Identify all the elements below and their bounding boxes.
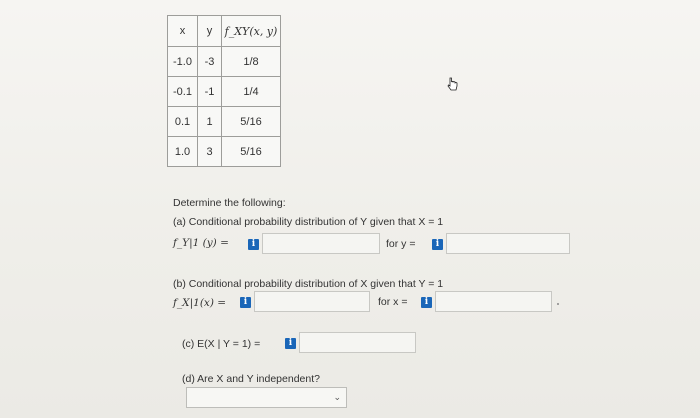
pointer-cursor-icon bbox=[446, 77, 460, 91]
table-cell: -0.1 bbox=[168, 77, 198, 107]
table-header-y: y bbox=[198, 16, 222, 47]
table-row bbox=[168, 107, 281, 137]
part-a-label: (a) Conditional probability distribution of Y given that X = 1 bbox=[173, 216, 444, 228]
table-row bbox=[168, 47, 281, 77]
table-cell: 5/16 bbox=[222, 107, 281, 137]
table-cell: 3 bbox=[198, 137, 222, 167]
table-row bbox=[168, 137, 281, 167]
part-a-for-label: for y = bbox=[386, 238, 416, 250]
table-cell: 1.0 bbox=[168, 137, 198, 167]
period-dot bbox=[557, 303, 559, 305]
info-icon[interactable]: i bbox=[240, 297, 251, 308]
table-cell: 0.1 bbox=[168, 107, 198, 137]
table-cell: 1 bbox=[198, 107, 222, 137]
table-header-fxy: f_XY(x, y) bbox=[222, 16, 281, 47]
table-cell: 1/4 bbox=[222, 77, 281, 107]
instruction-text: Determine the following: bbox=[173, 197, 286, 209]
info-icon[interactable]: i bbox=[248, 239, 259, 250]
part-a-distribution-input[interactable] bbox=[262, 233, 380, 254]
table-header-x: x bbox=[168, 16, 198, 47]
part-d-label: (d) Are X and Y independent? bbox=[182, 373, 320, 385]
table-cell: -1.0 bbox=[168, 47, 198, 77]
part-a-lhs: f_Y|1 (y) = bbox=[173, 237, 229, 249]
part-c-expectation-input[interactable] bbox=[299, 332, 416, 353]
table-row bbox=[168, 77, 281, 107]
part-b-label: (b) Conditional probability distribution of X given that Y = 1 bbox=[173, 278, 444, 290]
part-b-lhs: f_X|1(x) = bbox=[173, 297, 227, 309]
joint-probability-table bbox=[167, 15, 281, 167]
part-b-for-label: for x = bbox=[378, 296, 408, 308]
part-b-distribution-input[interactable] bbox=[254, 291, 370, 312]
part-d-independence-select[interactable] bbox=[186, 387, 347, 408]
part-c-label: (c) E(X | Y = 1) = bbox=[182, 338, 261, 350]
part-a-y-input[interactable] bbox=[446, 233, 570, 254]
table-cell: 1/8 bbox=[222, 47, 281, 77]
chevron-down-icon: ⌄ bbox=[333, 392, 341, 402]
part-b-x-input[interactable] bbox=[435, 291, 552, 312]
info-icon[interactable]: i bbox=[421, 297, 432, 308]
info-icon[interactable]: i bbox=[285, 338, 296, 349]
table-header-row bbox=[168, 16, 281, 47]
table-cell: 5/16 bbox=[222, 137, 281, 167]
table-cell: -3 bbox=[198, 47, 222, 77]
table-cell: -1 bbox=[198, 77, 222, 107]
info-icon[interactable]: i bbox=[432, 239, 443, 250]
